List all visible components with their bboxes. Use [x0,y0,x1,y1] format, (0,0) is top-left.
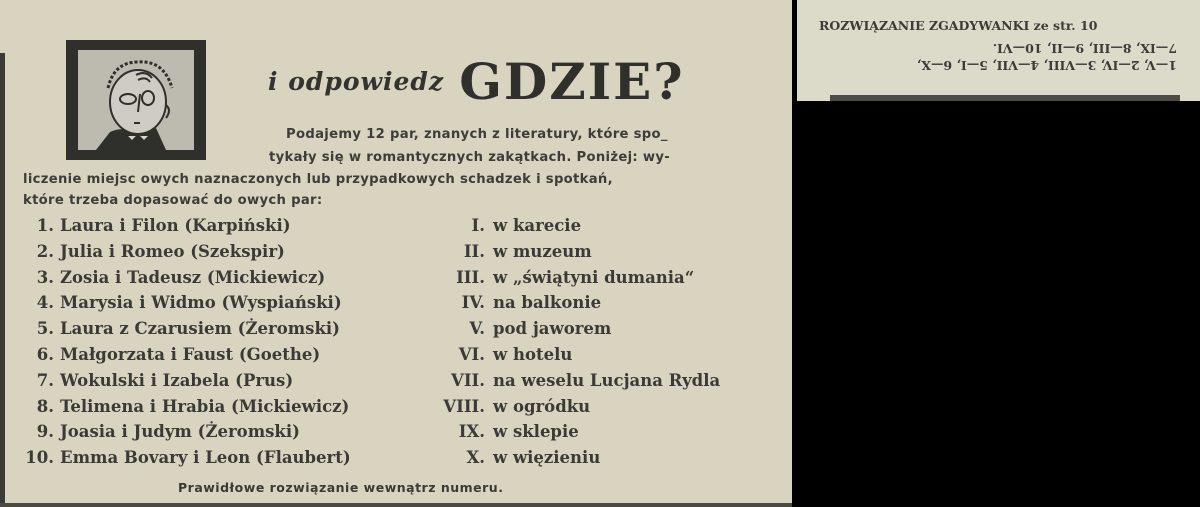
list-item [22,368,351,394]
item-number: 3. [36,267,54,287]
answer-title: ROZWIĄZANIE ZGADYWANKI ze str. 10 [819,18,1098,33]
intro-line-4: które trzeba dopasować do owych par: [23,193,323,208]
item-text: w „świątyni dumania“ [493,267,695,287]
list-item [22,394,351,420]
item-number: 6. [36,344,54,364]
item-text: w sklepie [493,422,579,442]
intro-line-2: tykały się w romantycznych zakątkach. Poniżej: wy- [269,150,671,165]
item-text: w więzieniu [493,448,601,468]
list-item [22,445,351,471]
item-text: pod jaworem [493,319,612,339]
list-item [415,290,720,316]
item-number: 7. [36,370,54,390]
places-list [415,213,720,471]
item-number: 2. [36,241,54,261]
item-text: Marysia i Widmo (Wyspiański) [60,293,342,313]
item-text: Telimena i Hrabia (Mickiewicz) [60,396,350,416]
list-item [22,419,351,445]
heading-subtitle: i odpowiedz [268,67,445,96]
answer-line-2: 7—IX, 8—III, 9—II, 10—VI. [992,41,1177,56]
list-item [415,342,720,368]
list-item [22,265,351,291]
list-item [415,265,720,291]
item-number: VII. [451,370,485,390]
item-text: Joasia i Judym (Żeromski) [60,422,300,442]
item-number: IX. [458,422,485,442]
item-text: Zosia i Tadeusz (Mickiewicz) [60,267,326,287]
answer-line-1: 1—V, 2—IV, 3—VIII, 4—VII, 5—I, 6—X, [916,58,1177,73]
item-number: IV. [461,293,485,313]
item-number: 1. [36,216,54,235]
item-number: V. [469,319,485,339]
intro-line-3: liczenie miejsc owych naznaczonych lub przypadkowych schadzek i spotkań, [23,172,613,187]
list-item [415,368,720,394]
item-number: II. [463,241,485,261]
list-item [415,394,720,420]
answer-text-upside-down [807,40,1177,74]
list-item [415,213,720,239]
item-number: 8. [36,396,54,416]
item-text: Wokulski i Izabela (Prus) [60,370,294,390]
item-text: Małgorzata i Faust (Goethe) [60,344,321,364]
item-text: w ogródku [493,396,591,416]
list-item [415,419,720,445]
answer-box [797,0,1200,101]
list-item [22,239,351,265]
item-number: 5. [36,319,54,339]
list-item [22,342,351,368]
list-item [22,213,351,239]
list-item [22,316,351,342]
list-item [415,316,720,342]
item-number: 10. [25,448,54,468]
item-text: w muzeum [493,241,592,261]
item-number: VI. [458,344,485,364]
heading-title: GDZIE? [459,52,685,111]
item-number: I. [471,216,485,235]
item-number: X. [466,448,485,468]
pairs-list [22,213,351,471]
item-number: 4. [36,293,54,313]
item-text: w hotelu [493,344,573,364]
list-item [415,445,720,471]
solution-note: Prawidłowe rozwiązanie wewnątrz numeru. [178,480,504,495]
item-text: Julia i Romeo (Szekspir) [60,241,285,261]
page-edge-rule [0,53,5,507]
answer-box-rule [830,95,1180,101]
puzzle-heading [268,52,685,111]
item-number: III. [456,267,485,287]
list-item [415,239,720,265]
cartoon-illustration [66,40,206,160]
item-text: Laura i Filon (Karpiński) [60,216,291,235]
item-text: Laura z Czarusiem (Żeromski) [60,319,340,339]
intro-line-1: Podajemy 12 par, znanych z literatury, które spo_ [286,127,668,142]
item-text: w karecie [493,216,582,235]
item-text: Emma Bovary i Leon (Flaubert) [60,448,351,468]
page-bottom-rule [0,503,792,507]
list-item [22,290,351,316]
item-text: na balkonie [493,293,602,313]
item-text: na weselu Lucjana Rydla [493,370,721,390]
item-number: 9. [36,422,54,442]
item-number: VIII. [443,396,485,416]
